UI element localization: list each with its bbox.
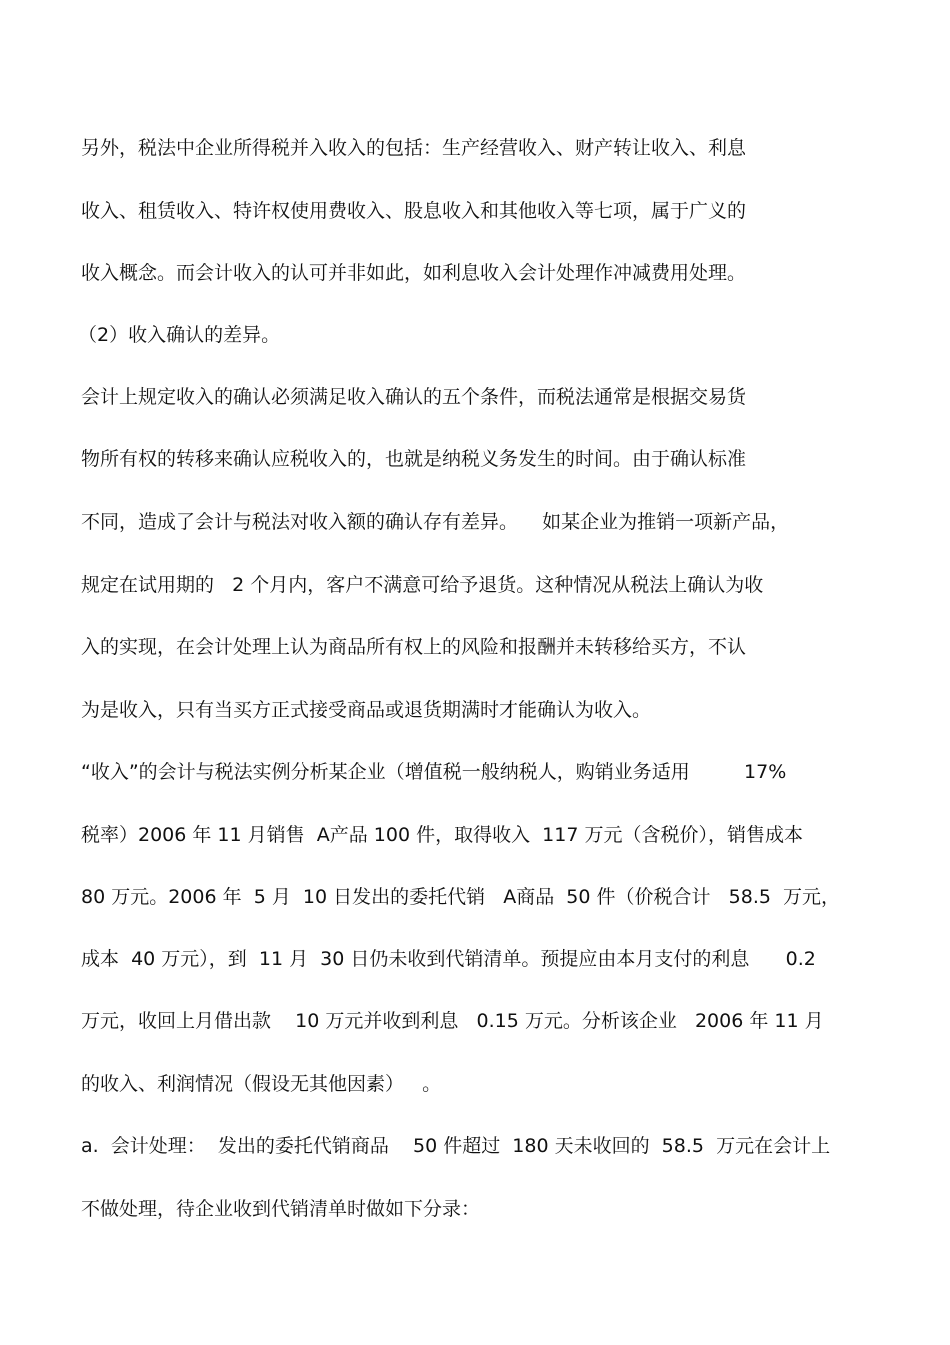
paragraph-line-17: a. 会计处理： 发出的委托代销商品 50 件超过 180 天未收回的 58.5 万元在会计上 xyxy=(81,1135,831,1157)
paragraph-line-1: 另外，税法中企业所得税并入收入的包括：生产经营收入、财产转让收入、利息 xyxy=(81,137,747,159)
paragraph-line-5: 会计上规定收入的确认必须满足收入确认的五个条件，而税法通常是根据交易货 xyxy=(81,386,747,408)
paragraph-line-14: 成本 40 万元），到 11 月 30 日仍未收到代销清单。预提应由本月支付的利息 0.2 xyxy=(81,948,816,970)
paragraph-line-8: 规定在试用期的 2 个月内，客户不满意可给予退货。这种情况从税法上确认为收 xyxy=(81,574,764,596)
paragraph-line-16: 的收入、利润情况（假设无其他因素） 。 xyxy=(81,1073,442,1095)
paragraph-line-9: 入的实现，在会计处理上认为商品所有权上的风险和报酬并未转移给买方，不认 xyxy=(81,636,747,658)
paragraph-line-10: 为是收入，只有当买方正式接受商品或退货期满时才能确认为收入。 xyxy=(81,699,652,721)
paragraph-line-18: 不做处理，待企业收到代销清单时做如下分录： xyxy=(81,1198,481,1220)
paragraph-line-2: 收入、租赁收入、特许权使用费收入、股息收入和其他收入等七项，属于广义的 xyxy=(81,200,747,222)
paragraph-line-15: 万元，收回上月借出款 10 万元并收到利息 0.15 万元。分析该企业 2006 年 11 月 xyxy=(81,1010,824,1032)
paragraph-line-6: 物所有权的转移来确认应税收入的，也就是纳税义务发生的时间。由于确认标准 xyxy=(81,448,747,470)
paragraph-line-12: 税率）2006 年 11 月销售 A产品 100 件，取得收入 117 万元（含税价），销售成本 xyxy=(81,824,803,846)
paragraph-line-3: 收入概念。而会计收入的认可并非如此，如利息收入会计处理作冲减费用处理。 xyxy=(81,262,747,284)
paragraph-line-11: “收入”的会计与税法实例分析某企业（增值税一般纳税人，购销业务适用 17% xyxy=(81,761,787,783)
section-heading-income-recognition: （2）收入确认的差异。 xyxy=(78,324,281,346)
paragraph-line-7: 不同，造成了会计与税法对收入额的确认存有差异。 如某企业为推销一项新产品， xyxy=(81,511,790,533)
paragraph-line-13: 80 万元。2006 年 5 月 10 日发出的委托代销 A商品 50 件（价税合计 58.5 万元， xyxy=(81,886,841,908)
